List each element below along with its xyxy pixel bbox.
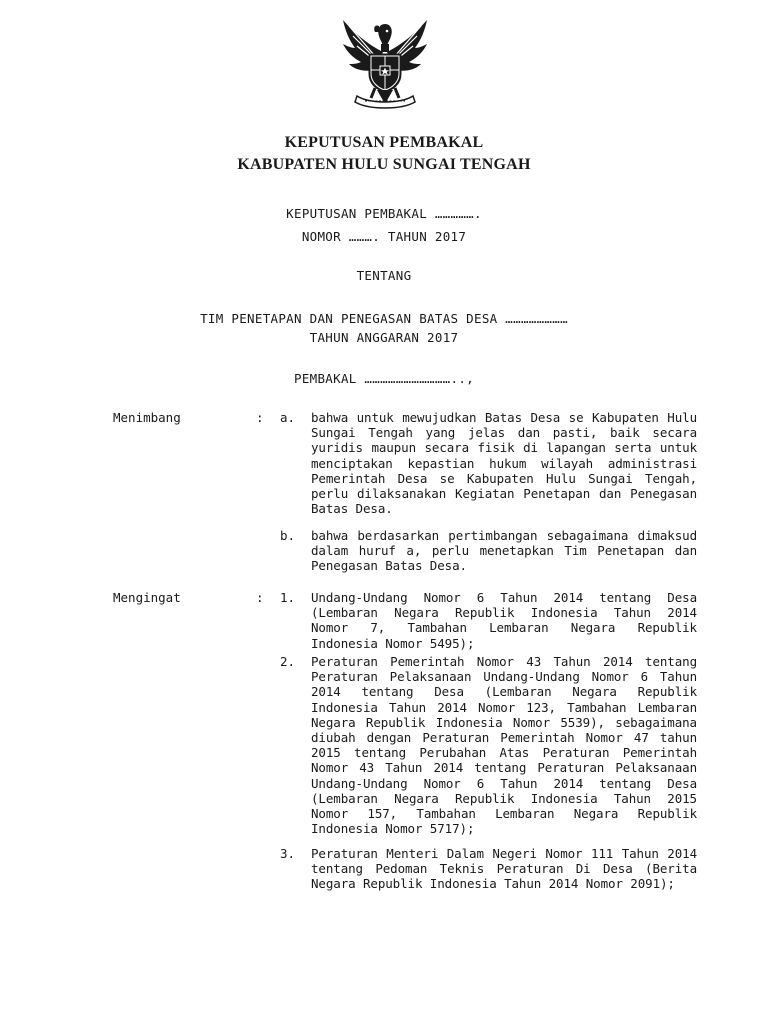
decree-line-1: KEPUTUSAN PEMBAKAL ……………. [286, 206, 482, 221]
decree-issuer: PEMBAKAL …………………………….., [294, 371, 474, 386]
item-marker: 3. [280, 846, 296, 861]
decree-line-2: NOMOR ………. TAHUN 2017 [301, 229, 467, 244]
garuda-emblem-icon [335, 12, 435, 112]
decree-about: TENTANG [356, 268, 412, 283]
item-marker: 1. [280, 590, 296, 605]
item-text: Peraturan Pemerintah Nomor 43 Tahun 2014 tentang Peraturan Pelaksanaan Undang-Undang Nomor 6 Tahun 2014 tentang Desa (Lembaran Negara Republik Indonesia Tahun 2014 Nomor 123, Tambahan Lembaran Negara Republik Indonesia Nomor 5539), sebagaimana diubah dengan Peraturan Pemerintah Nomor 47 tahun 2015 tentang Perubahan Atas Peraturan Pemerintah Nomor 43 Tahun 2014 tentang Peraturan Pelaksanaan Undang-Undang Nomor 6 Tahun 2014 tentang Desa (Lembaran Negara Republik Indonesia Tahun 2015 Nomor 157, Tambahan Lembaran Negara Republik Indonesia Nomor 5717); [311, 654, 697, 837]
item-marker: a. [280, 410, 296, 425]
mengingat-colon: : [256, 590, 264, 605]
mengingat-label: Mengingat [113, 590, 181, 605]
menimbang-label: Menimbang [113, 410, 181, 425]
item-text: Undang-Undang Nomor 6 Tahun 2014 tentang Desa (Lembaran Negara Republik Indonesia Tahun 2014 Nomor 7, Tambahan Lembaran Negara Republik Indonesia Nomor 5495); [311, 590, 697, 651]
menimbang-colon: : [256, 410, 264, 425]
item-marker: b. [280, 528, 296, 543]
item-marker: 2. [280, 654, 296, 669]
item-text: bahwa berdasarkan pertimbangan sebagaimana dimaksud dalam huruf a, perlu menetapkan Tim Penetapan dan Penegasan Batas Desa. [311, 528, 697, 574]
title-line-1: KEPUTUSAN PEMBAKAL [284, 134, 484, 151]
title-line-2: KABUPATEN HULU SUNGAI TENGAH [237, 156, 531, 173]
item-text: bahwa untuk mewujudkan Batas Desa se Kabupaten Hulu Sungai Tengah yang jelas dan pasti, baik secara yuridis maupun secara fisik di lapangan serta untuk menciptakan kepastian hukum wilayah administrasi Pemerintah Desa se Kabupaten Hulu Sungai Tengah, perlu dilaksanakan Kegiatan Penetapan dan Penegasan Batas Desa. [311, 410, 697, 517]
decree-subject-line-2: TAHUN ANGGARAN 2017 [309, 330, 459, 345]
decree-subject-line-1: TIM PENETAPAN DAN PENEGASAN BATAS DESA …………………… [200, 311, 568, 326]
item-text: Peraturan Menteri Dalam Negeri Nomor 111 Tahun 2014 tentang Pedoman Teknis Peraturan Di Desa (Berita Negara Republik Indonesia Tahun 2014 Nomor 2091); [311, 846, 697, 892]
